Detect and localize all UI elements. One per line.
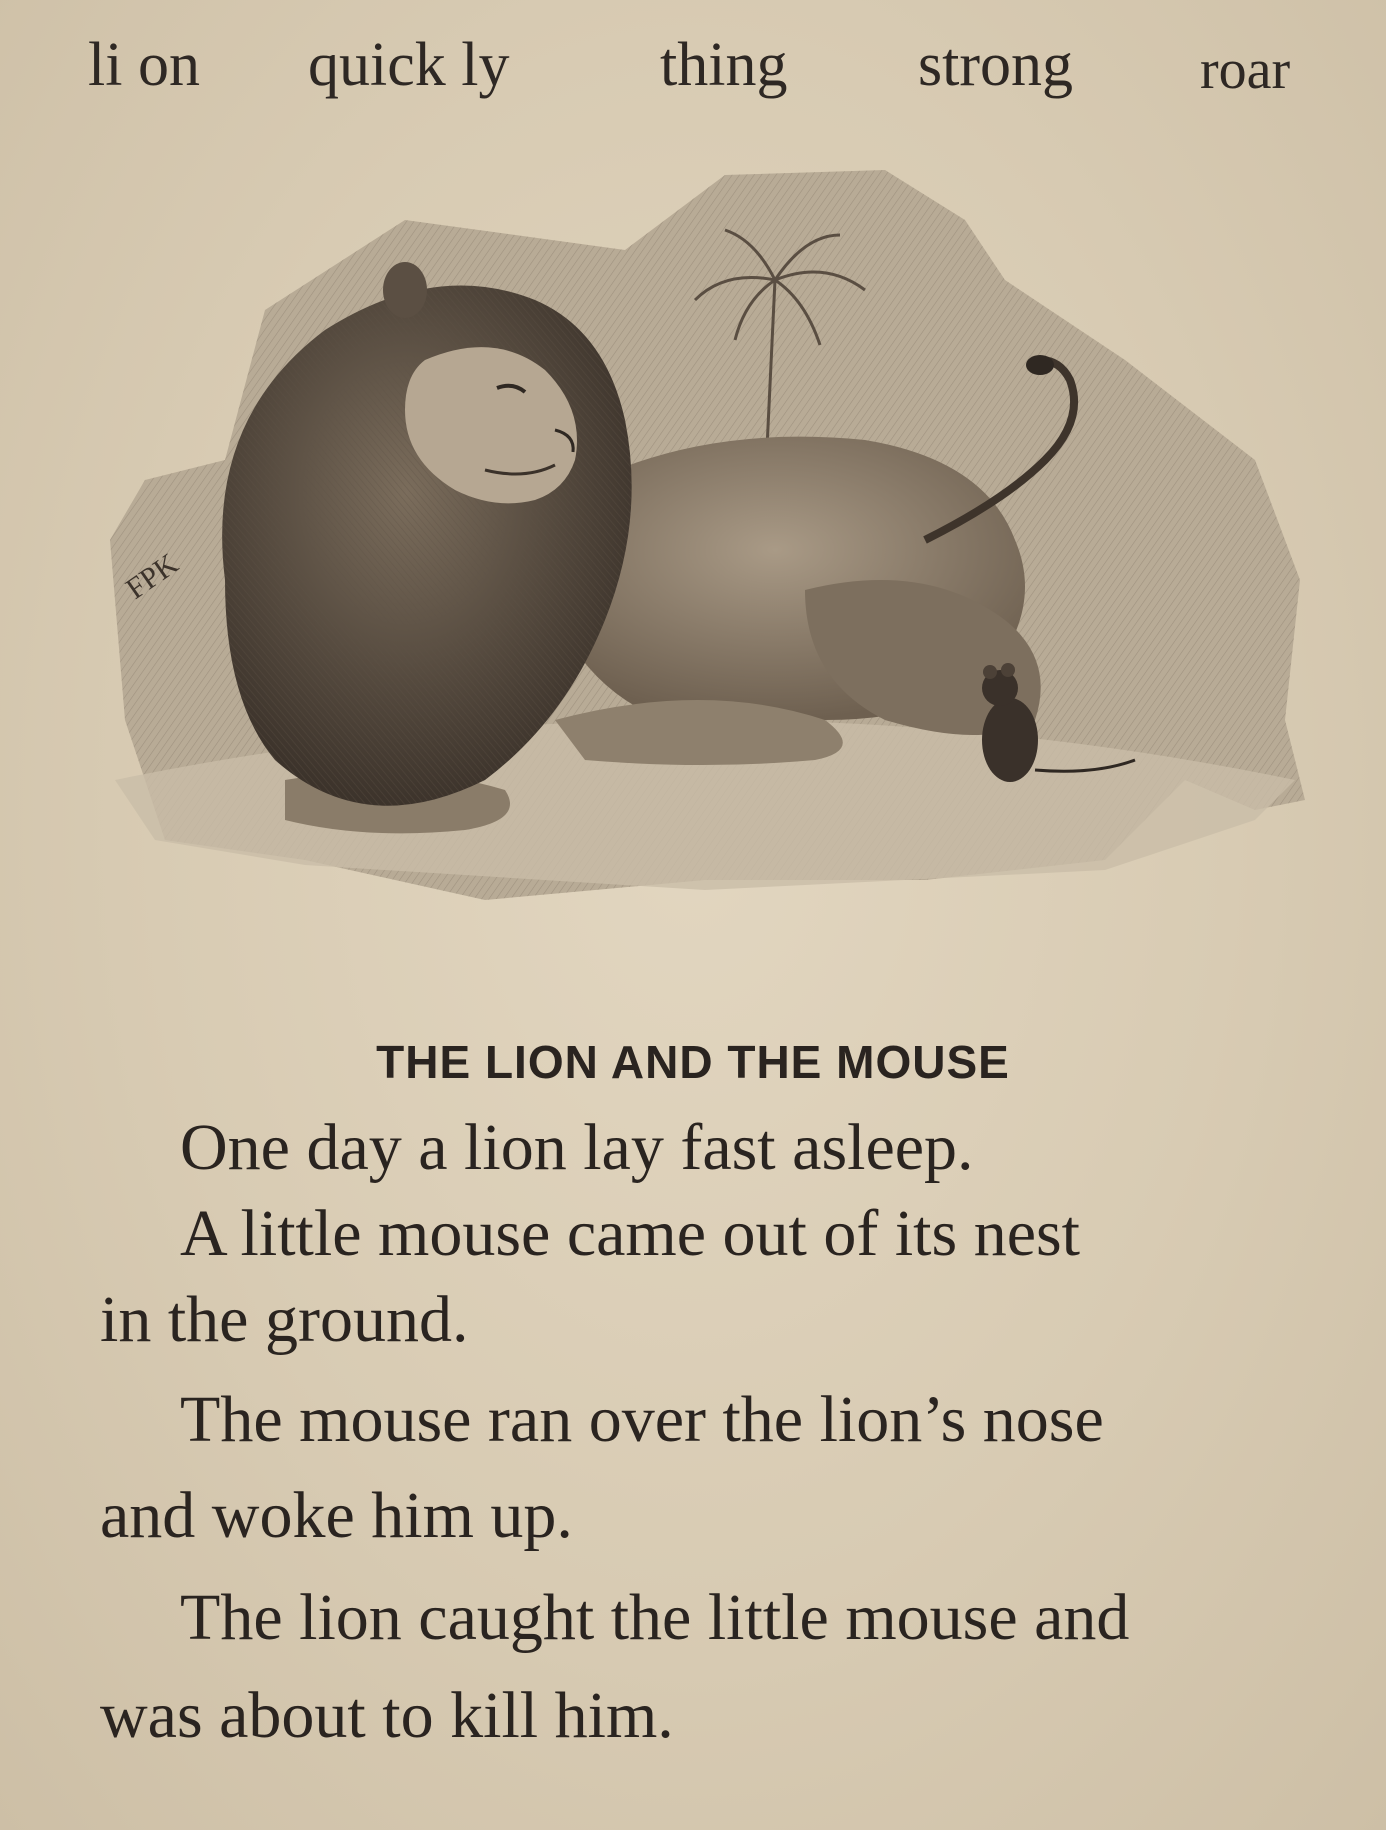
engraving-image [105,160,1325,960]
vocabulary-list [0,30,1386,120]
lion-ear [383,262,427,318]
vocab-word: li on [88,31,200,99]
lion-and-mouse-illustration [105,160,1325,960]
story-line: and woke him up. [100,1479,573,1552]
story-line: The lion caught the little mouse and [180,1581,1130,1654]
story-line: in the ground. [100,1283,469,1356]
vocab-word: quick ly [308,31,510,99]
story-line: The mouse ran over the lion’s nose [180,1383,1104,1456]
vocab-word: strong [918,31,1073,99]
story-line: One day a lion lay fast asleep. [180,1111,974,1184]
story-title: THE LION AND THE MOUSE [376,1036,1010,1088]
story-line: was about to kill him. [100,1679,674,1752]
vocab-word: thing [660,31,788,99]
story-line: A little mouse came out of its nest [180,1197,1081,1270]
artist-signature: FPK [120,547,185,606]
vocab-word: roar [1200,39,1291,101]
